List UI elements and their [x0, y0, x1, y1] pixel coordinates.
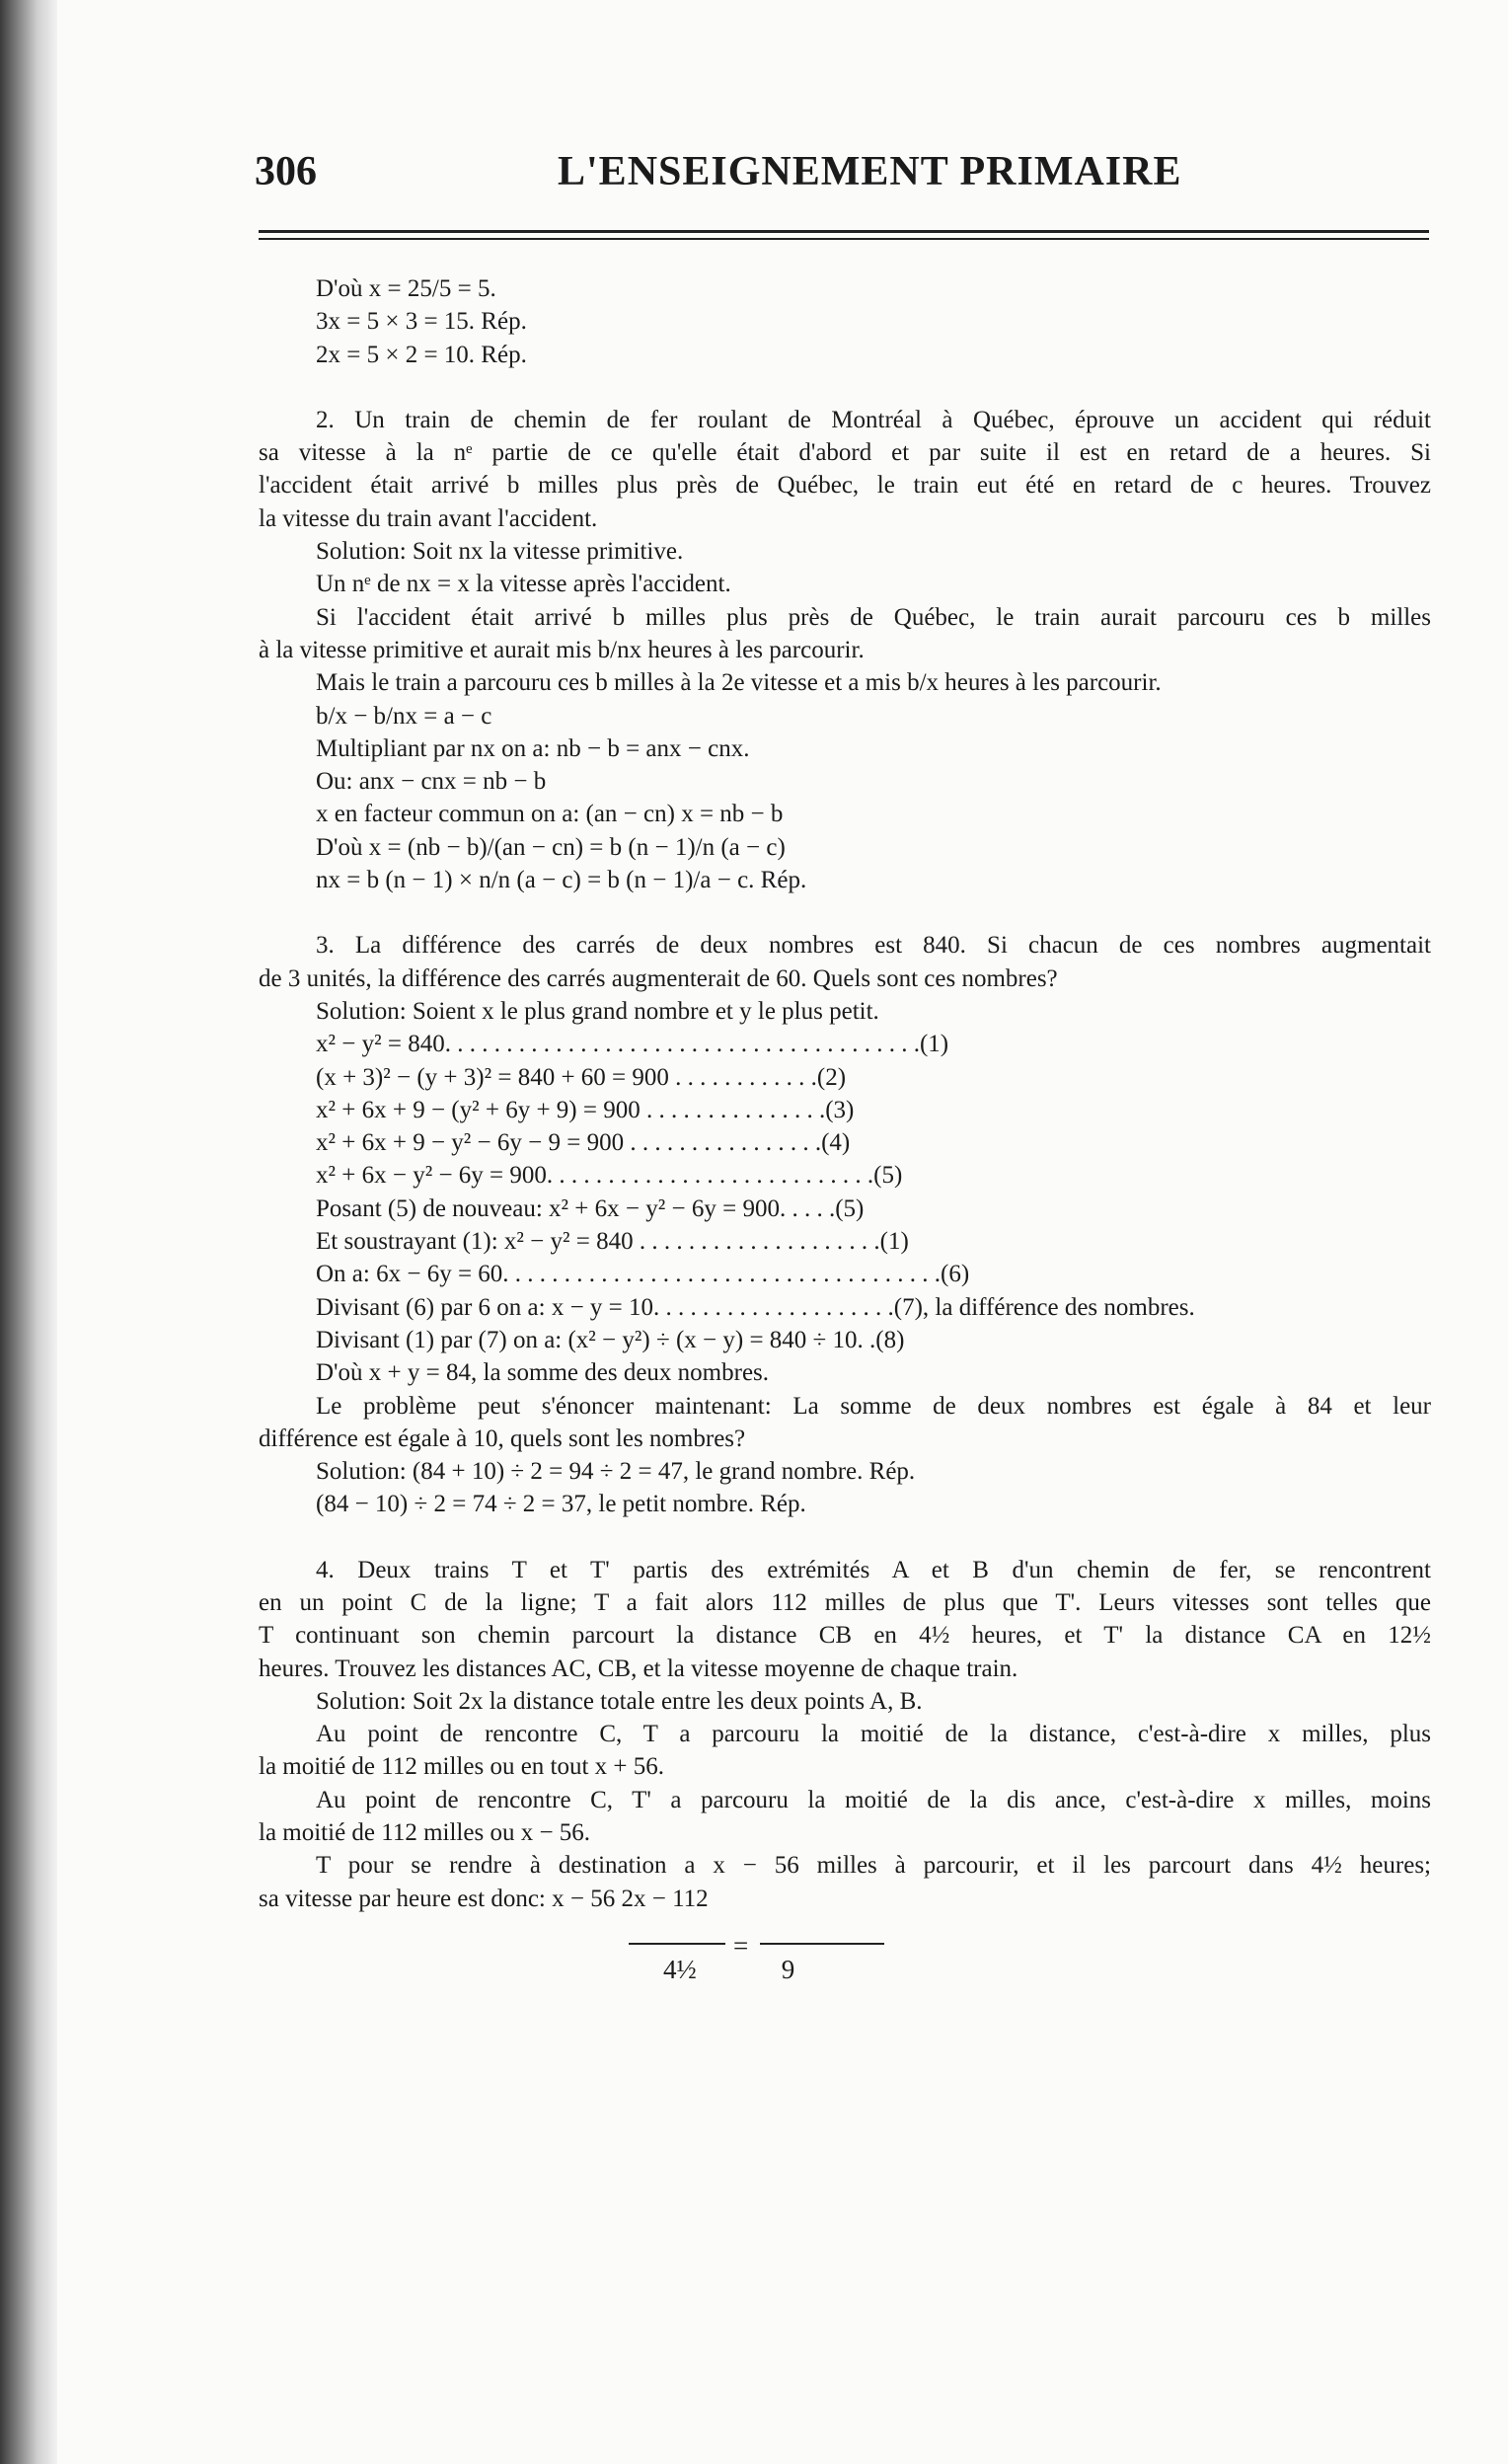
page-number: 306 [255, 149, 317, 194]
text-line: heures. Trouvez les distances AC, CB, et la vitesse moyenne de chaque train. [259, 1655, 1018, 1682]
text-line: Le problème peut s'énoncer maintenant: La somme de deux nombres est égale à 84 et leur [316, 1392, 1431, 1420]
text-line: D'où x = 25/5 = 5. [316, 275, 496, 302]
fraction-bars [259, 1930, 1431, 1961]
text-line: b/x − b/nx = a − c [316, 702, 492, 730]
text-line: 3x = 5 × 3 = 15. Rép. [316, 308, 527, 336]
text-line: (x + 3)² − (y + 3)² = 840 + 60 = 900 . . . . . . . . . . . .(2) [316, 1063, 847, 1091]
final-fraction [259, 1930, 1431, 1986]
text-line: D'où x + y = 84, la somme des deux nombres. [316, 1359, 770, 1387]
fraction-bar-right [760, 1943, 884, 1945]
text-line: (84 − 10) ÷ 2 = 74 ÷ 2 = 37, le petit nombre. Rép. [316, 1491, 806, 1518]
text-line: 4. Deux trains T et T' partis des extrémités A et B d'un chemin de fer, se rencontrent [316, 1556, 1431, 1583]
text-line: à la vitesse primitive et aurait mis b/nx heures à les parcourir. [259, 636, 865, 663]
fraction-denominator-right: 9 [781, 1954, 795, 1984]
text-line: x² + 6x − y² − 6y = 900. . . . . . . . . . . . . . . . . . . . . . . . . . .(5) [316, 1162, 903, 1190]
text-line: Au point de rencontre C, T' a parcouru la moitié de la dis ance, c'est-à-dire x milles, moins [316, 1786, 1431, 1813]
text-line: la moitié de 112 milles ou en tout x + 56. [259, 1753, 665, 1781]
text-line: Solution: Soit nx la vitesse primitive. [316, 538, 684, 566]
text-line: Solution: Soient x le plus grand nombre et y le plus petit. [316, 997, 879, 1025]
fraction-equals: = [733, 1930, 749, 1961]
text-line: Et soustrayant (1): x² − y² = 840 . . . . . . . . . . . . . . . . . . . .(1) [316, 1228, 909, 1256]
page-header [0, 148, 1508, 207]
text-line: x² − y² = 840. . . . . . . . . . . . . . . . . . . . . . . . . . . . . . . . . . . . . . .(1) [316, 1031, 949, 1058]
paragraph-gap [259, 1521, 1431, 1554]
running-title: L'ENSEIGNEMENT PRIMAIRE [558, 149, 1182, 194]
text-line: Solution: Soit 2x la distance totale entre les deux points A, B. [316, 1687, 923, 1715]
text-line: On a: 6x − 6y = 60. . . . . . . . . . . . . . . . . . . . . . . . . . . . . . . . . . . .(6) [316, 1261, 970, 1288]
text-line: sa vitesse par heure est donc: x − 56 2x − 112 [259, 1885, 709, 1912]
header-rule-top [259, 230, 1429, 233]
text-line: D'où x = (nb − b)/(an − cn) = b (n − 1)/n (a − c) [316, 833, 786, 861]
text-line: de 3 unités, la différence des carrés augmenterait de 60. Quels sont ces nombres? [259, 964, 1058, 992]
header-rule-bottom [259, 238, 1429, 240]
text-line: T pour se rendre à destination a x − 56 milles à parcourir, et il les parcourt dans 4½ heures; [316, 1852, 1431, 1880]
text-line: différence est égale à 10, quels sont les nombres? [259, 1424, 746, 1452]
text-line: Ou: anx − cnx = nb − b [316, 768, 547, 796]
text-line: 3. La différence des carrés de deux nombres est 840. Si chacun de ces nombres augmentait [316, 932, 1431, 960]
text-line: Posant (5) de nouveau: x² + 6x − y² − 6y = 900. . . . .(5) [316, 1194, 865, 1222]
text-line: 2. Un train de chemin de fer roulant de Montréal à Québec, éprouve un accident qui réduit [316, 406, 1431, 433]
text-line: la vitesse du train avant l'accident. [259, 504, 598, 532]
text-line: Au point de rencontre C, T a parcouru la moitié de la distance, c'est-à-dire x milles, plus [316, 1721, 1431, 1748]
page-body [259, 272, 1431, 1986]
paragraph-gap [259, 896, 1431, 929]
text-line: Divisant (6) par 6 on a: x − y = 10. . . . . . . . . . . . . . . . . . . .(7), la différence des nombres. [316, 1293, 1195, 1321]
text-line: Divisant (1) par (7) on a: (x² − y²) ÷ (x − y) = 840 ÷ 10. .(8) [316, 1326, 905, 1353]
text-line: x² + 6x + 9 − y² − 6y − 9 = 900 . . . . . . . . . . . . . . . .(4) [316, 1129, 851, 1157]
page-binding-edge [0, 0, 57, 2464]
text-line: T continuant son chemin parcourt la distance CB en 4½ heures, et T' la distance CA en 12½ [259, 1622, 1431, 1650]
text-line: Un nᵉ de nx = x la vitesse après l'accident. [316, 571, 731, 598]
text-line: la moitié de 112 milles ou x − 56. [259, 1819, 591, 1847]
text-line: x² + 6x + 9 − (y² + 6y + 9) = 900 . . . . . . . . . . . . . . .(3) [316, 1096, 855, 1123]
text-line: en un point C de la ligne; T a fait alors 112 milles de plus que T'. Leurs vitesses sont telles que [259, 1588, 1431, 1616]
text-line: Mais le train a parcouru ces b milles à la 2e vitesse et a mis b/x heures à les parcourir. [316, 669, 1162, 697]
text-line: nx = b (n − 1) × n/n (a − c) = b (n − 1)/a − c. Rép. [316, 867, 807, 894]
text-line: Solution: (84 + 10) ÷ 2 = 94 ÷ 2 = 47, le grand nombre. Rép. [316, 1458, 916, 1486]
text-line: sa vitesse à la nᵉ partie de ce qu'elle était d'abord et par suite il est en retard de a heures. Si [259, 439, 1431, 467]
fraction-bar-left [629, 1943, 725, 1945]
fraction-denominator-left: 4½ [663, 1954, 697, 1984]
text-line: 2x = 5 × 2 = 10. Rép. [316, 341, 527, 368]
text-line: l'accident était arrivé b milles plus près de Québec, le train eut été en retard de c heures. Trouvez [259, 472, 1431, 500]
text-line: Si l'accident était arrivé b milles plus près de Québec, le train aurait parcouru ces b milles [316, 603, 1431, 631]
text-line: Multipliant par nx on a: nb − b = anx − cnx. [316, 734, 750, 762]
text-line: x en facteur commun on a: (an − cn) x = nb − b [316, 801, 784, 828]
paragraph-gap [259, 371, 1431, 404]
